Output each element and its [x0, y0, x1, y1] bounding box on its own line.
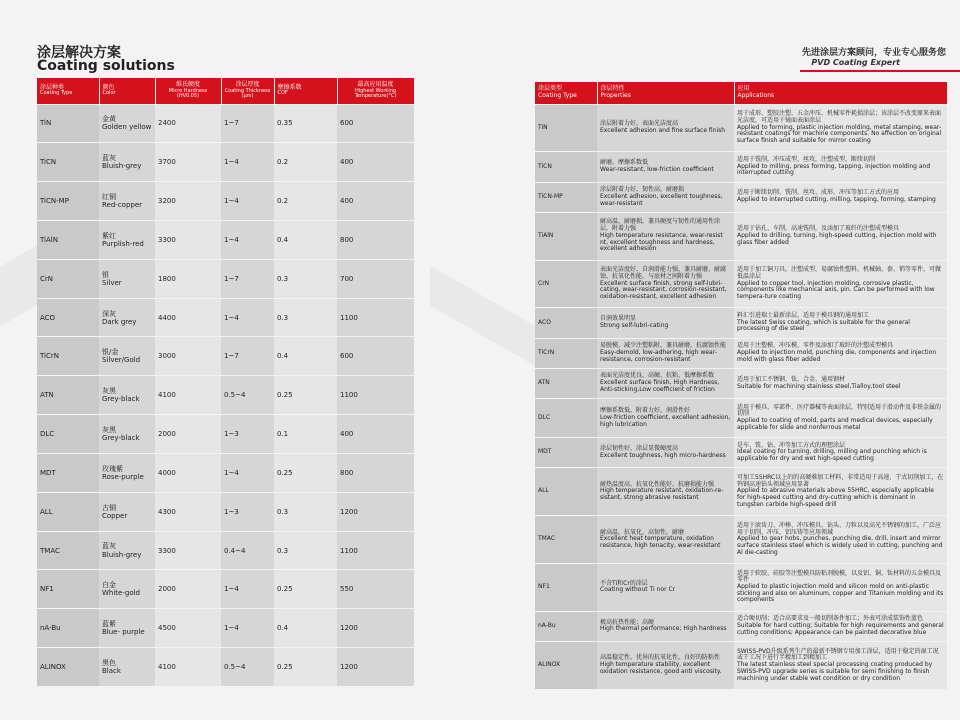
coating-properties: 耐高温、耐磨损，兼具硬度与韧性的通用性涂层，附着力强 High temperature resistance, wear-resist nt, excellent toughness and hardness, excellent adhesion [597, 212, 734, 260]
coating-properties: 耐高温，抗氧化，高韧性，耐磨 Excellent heat temperature, oxidation resistance, high tenacity, wear-resistant [597, 516, 734, 564]
left-title-cn: 涂层解决方案 [37, 45, 121, 61]
coating-cof: 0.35 [274, 104, 337, 143]
coating-properties: 表面光洁度优良，高硬、抗粘、低摩擦系数 Excellent surface finish, High Hardness, Anti-sticking,Low coefficient of friction [597, 368, 734, 398]
coating-applications: 适用于钻孔、车削，高速铣削，及添加了玻纤的注塑成型模具 Applied to drilling, turning, high-speed cutting, injection mold with glass fiber added [734, 212, 947, 260]
table-row [535, 438, 947, 468]
header-cell: 应用 Applications [734, 82, 947, 104]
coating-application-table [535, 82, 948, 690]
coating-type: DLC [37, 415, 99, 454]
coating-type: nA-Bu [37, 609, 99, 648]
header-cell: 涂层厚度 Coating Thickness (μm) [221, 78, 274, 104]
header-cell: 涂层特性 Properties [597, 82, 734, 104]
table-row [535, 564, 947, 612]
coating-applications: 适用于铣削，冲压成型，丝攻，注塑成型，断续切削 Applied to milling, press forming, tapping, injection molding and interrupted cutting [734, 152, 947, 182]
coating-thickness: 1~7 [221, 259, 274, 298]
table-row [535, 516, 947, 564]
coating-hardness: 4300 [155, 492, 221, 531]
coating-thickness: 1~4 [221, 220, 274, 259]
table-row [535, 611, 947, 641]
coating-thickness: 1~4 [221, 298, 274, 337]
table-row [535, 399, 947, 438]
coating-cof: 0.25 [274, 376, 337, 415]
coating-thickness: 1~4 [221, 182, 274, 221]
coating-hardness: 3300 [155, 220, 221, 259]
coating-type: CrN [535, 260, 597, 308]
table-row [535, 308, 947, 338]
coating-cof: 0.1 [274, 415, 337, 454]
coating-applications: 适用于软胶、硅胶等注塑模具防粘剂脱模，以及铝、铜、钛材料的五金模具及零件 Applied to plastic injection mold and silicon mold on anti-plastic sticking and also on aluminum, copper and Titanium molding and its components [734, 564, 947, 612]
coating-type: ACO [37, 298, 99, 337]
header-cell: 摩擦系数 COF [274, 78, 337, 104]
coating-temperature: 400 [337, 182, 414, 221]
coating-properties: 极高抗热性能；高硬 High thermal performance; High hardness [597, 611, 734, 641]
background-shape-right [430, 265, 550, 374]
coating-type: TiN [37, 104, 99, 143]
coating-type: MDT [37, 453, 99, 492]
coating-temperature: 600 [337, 104, 414, 143]
coating-hardness: 4500 [155, 609, 221, 648]
left-title-en: Coating solutions [37, 58, 175, 74]
coating-hardness: 4100 [155, 648, 221, 687]
coating-properties: 表面光洁度好、自润滑能力强，兼具耐磨、耐腐蚀、抗氧化性能，与底材之间附着力强 Excellent surface finish, strong self-lubri-cating, wear-resistant, corrosion-resistant, oxidation-resistant, excellent adhesion [597, 260, 734, 308]
coating-temperature: 1200 [337, 492, 414, 531]
coating-applications: 是车、铣、钻、冲等加工方式的理想涂层 Ideal coating for turning, drilling, milling and punching which is applicable for dry and wet high-speed cutting [734, 438, 947, 468]
coating-type: TiAlN [535, 212, 597, 260]
right-title-cn: 先进涂层方案顾问，专业专心服务您 [801, 48, 946, 58]
coating-temperature: 800 [337, 220, 414, 259]
coating-hardness: 2000 [155, 570, 221, 609]
table-row [37, 298, 414, 337]
table-row [37, 259, 414, 298]
table-row [535, 642, 947, 690]
coating-applications: 适用于加工铜刀具，注塑成型，易腐蚀性塑料，机械轴、套、销等零件，可做低温涂层 Applied to copper tool, injection molding, corrosive plastic, components like mechanical axis, pin. Can be performed with low tempera-ture coating [734, 260, 947, 308]
coating-spec-table [37, 78, 415, 687]
coating-hardness: 3300 [155, 531, 221, 570]
coating-color: 蓝灰 Bluish-grey [99, 143, 155, 182]
coating-color: 灰黑 Grey-black [99, 415, 155, 454]
coating-properties: 涂层韧性好，涂层显微硬度高 Excellent toughness, high micro-hardness [597, 438, 734, 468]
coating-type: ATN [37, 376, 99, 415]
coating-properties: 耐热温度高、抗氧化性能好、抗磨损能力强 High temperature resistant, oxidation-re-sistant, strong abrasive resistant [597, 468, 734, 516]
coating-applications: 适用于注塑模、冲压模、零件及添加了玻纤的注塑成型模具 Applied to injection mold, punching die, components and injection mold with glass fiber added [734, 338, 947, 368]
coating-thickness: 1~3 [221, 415, 274, 454]
coating-thickness: 1~7 [221, 104, 274, 143]
coating-temperature: 1100 [337, 298, 414, 337]
table-row [37, 104, 414, 143]
coating-temperature: 1100 [337, 376, 414, 415]
coating-thickness: 1~4 [221, 570, 274, 609]
coating-type: TiCN-MP [535, 182, 597, 212]
coating-properties: 涂层附着力好，表面光洁度高 Excellent adhesion and fine surface finish [597, 104, 734, 152]
coating-color: 灰黑 Grey-black [99, 376, 155, 415]
table-row [37, 570, 414, 609]
coating-type: NF1 [535, 564, 597, 612]
table-header-row [535, 82, 947, 104]
coating-properties: 摩擦系数低，附着力好，润滑性好 Low-friction coefficient, excellent adhesion, high lubrication [597, 399, 734, 438]
coating-applications: 适用于加工不锈钢、钛、合金、通用钢材 Suitable for machining stainless steel,Tialloy,tool steel [734, 368, 947, 398]
coating-color: 玫瑰紫 Rose-purple [99, 453, 155, 492]
table-row [37, 376, 414, 415]
coating-color: 银/金 Silver/Gold [99, 337, 155, 376]
coating-type: DLC [535, 399, 597, 438]
coating-cof: 0.4 [274, 337, 337, 376]
coating-color: 蓝紫 Blue- purple [99, 609, 155, 648]
coating-hardness: 4000 [155, 453, 221, 492]
table-row [37, 415, 414, 454]
coating-temperature: 800 [337, 453, 414, 492]
coating-cof: 0.4 [274, 220, 337, 259]
coating-type: TiCrN [37, 337, 99, 376]
coating-type: ALL [535, 468, 597, 516]
coating-cof: 0.3 [274, 492, 337, 531]
coating-hardness: 4100 [155, 376, 221, 415]
table-row [37, 143, 414, 182]
table-row [37, 609, 414, 648]
coating-type: ALL [37, 492, 99, 531]
coating-hardness: 1800 [155, 259, 221, 298]
table-row [535, 152, 947, 182]
coating-type: TMAC [37, 531, 99, 570]
right-header-rule [800, 70, 960, 72]
coating-temperature: 550 [337, 570, 414, 609]
coating-temperature: 1100 [337, 531, 414, 570]
coating-applications: 料汇引进瑞士最新涂层，适用于模具钢的通用加工 The latest Swiss coating, which is suitable for the general processing of die steel [734, 308, 947, 338]
coating-applications: 可加工55HRC以上的的高硬难加工材料，非常适用于高速、干式切削加工，在钨钢高速钻头领域应用显著 Applied to abrasive materials above 55HRC, especially applicable for high-speed cutting and dry-cutting which is dominant in tungsten carbide high-speed drill [734, 468, 947, 516]
coating-cof: 0.3 [274, 259, 337, 298]
table-row [37, 492, 414, 531]
coating-color: 蓝灰 Bluish-grey [99, 531, 155, 570]
coating-thickness: 1~7 [221, 337, 274, 376]
coating-color: 紫红 Purplish-red [99, 220, 155, 259]
table-row [535, 182, 947, 212]
header-cell: 涂层类型 Coating Type [535, 82, 597, 104]
coating-temperature: 400 [337, 143, 414, 182]
coating-color: 红铜 Red-copper [99, 182, 155, 221]
coating-thickness: 1~3 [221, 492, 274, 531]
coating-type: ATN [535, 368, 597, 398]
table-row [37, 337, 414, 376]
table-row [535, 368, 947, 398]
coating-applications: 适用于模具、零部件、医疗器械等表面涂层，特别适用于滑动件及非铁金属的切削 Applied to coating of mold, parts and medical devices, especially applicable for slide and nonferrous metal [734, 399, 947, 438]
coating-thickness: 1~4 [221, 143, 274, 182]
coating-cof: 0.2 [274, 182, 337, 221]
coating-thickness: 1~4 [221, 453, 274, 492]
coating-properties: 自润效果明显 Strong self-lubri-cating [597, 308, 734, 338]
coating-type: ALINOX [535, 642, 597, 690]
coating-properties: 耐磨，摩擦系数低 Wear-resistant, low-friction coefficient [597, 152, 734, 182]
header-cell: 最高应用温度 Highest Working Temperature(°C) [337, 78, 414, 104]
coating-temperature: 400 [337, 415, 414, 454]
coating-thickness: 0.5~4 [221, 648, 274, 687]
table-row [535, 468, 947, 516]
coating-temperature: 600 [337, 337, 414, 376]
coating-thickness: 0.5~4 [221, 376, 274, 415]
coating-properties: 涂层附着力好，韧性高，耐磨损 Excellent adhesion, excellent toughness, wear-resistant [597, 182, 734, 212]
coating-cof: 0.25 [274, 570, 337, 609]
coating-color: 白金 White-gold [99, 570, 155, 609]
coating-type: TiAlN [37, 220, 99, 259]
coating-applications: 适合硬切削；适合高要求及一般切削条件加工；外表可涂成装饰性蓝色 Suitable for hard cutting; Suitable for high requirements and general cutting conditions; Appearance can be painted decorative blue [734, 611, 947, 641]
coating-properties: 高温稳定性、优异的抗氧化性，良好的防粘性 High temperature stability, excellent oxidation resistance, good anti viscosity. [597, 642, 734, 690]
coating-type: ALINOX [37, 648, 99, 687]
coating-temperature: 1200 [337, 648, 414, 687]
coating-hardness: 3200 [155, 182, 221, 221]
coating-cof: 0.2 [274, 143, 337, 182]
coating-type: TiCN [37, 143, 99, 182]
coating-thickness: 0.4~4 [221, 531, 274, 570]
coating-hardness: 4400 [155, 298, 221, 337]
header-cell: 涂层种类 Coating Type [37, 78, 99, 104]
table-row [535, 212, 947, 260]
coating-type: TiCN-MP [37, 182, 99, 221]
coating-applications: 适用于断续切削、铣削、丝攻、成形、冲压等加工方式的应用 Applied to interrupted cutting, milling, tapping, forming, stamping [734, 182, 947, 212]
coating-properties: 易脱模，减少注塑粘附，兼具耐磨，抗腐蚀性能 Easy-demold, low-adhering, high wear-resistance, corrosion-resistant [597, 338, 734, 368]
table-row [37, 220, 414, 259]
coating-color: 黑色 Black [99, 648, 155, 687]
coating-type: TiN [535, 104, 597, 152]
coating-color: 古铜 Copper [99, 492, 155, 531]
coating-hardness: 2000 [155, 415, 221, 454]
coating-color: 金黄 Golden yellow [99, 104, 155, 143]
table-row [535, 338, 947, 368]
coating-cof: 0.4 [274, 609, 337, 648]
coating-color: 深灰 Dark grey [99, 298, 155, 337]
table-row [535, 104, 947, 152]
table-row [37, 531, 414, 570]
coating-cof: 0.3 [274, 531, 337, 570]
coating-type: MDT [535, 438, 597, 468]
coating-type: CrN [37, 259, 99, 298]
coating-type: TiCN [535, 152, 597, 182]
coating-cof: 0.25 [274, 648, 337, 687]
table-header-row [37, 78, 414, 104]
coating-hardness: 3000 [155, 337, 221, 376]
coating-temperature: 1200 [337, 609, 414, 648]
coating-type: nA-Bu [535, 611, 597, 641]
table-row [37, 453, 414, 492]
header-cell: 维氏硬度 Micro Hardness (HV0.05) [155, 78, 221, 104]
coating-thickness: 1~4 [221, 609, 274, 648]
coating-cof: 0.3 [274, 298, 337, 337]
coating-type: TiCrN [535, 338, 597, 368]
coating-color: 银 Silver [99, 259, 155, 298]
coating-cof: 0.25 [274, 453, 337, 492]
coating-properties: 不含Ti和Cr的涂层 Coating without Ti nor Cr [597, 564, 734, 612]
right-title-en: PVD Coating Expert [811, 58, 900, 67]
table-row [37, 182, 414, 221]
coating-applications: 用于成形、塑胶注塑、五金冲压、机械零件耗损涂层；该涂层不改变原来表面光洁度，可适用于镜面表面涂层 Applied to forming, plastic injection molding, metal stamping, wear-resistant coatings for machine components. No affection on original surface finish and suitable for mirror coating [734, 104, 947, 152]
coating-type: NF1 [37, 570, 99, 609]
coating-temperature: 700 [337, 259, 414, 298]
coating-type: TMAC [535, 516, 597, 564]
coating-hardness: 3700 [155, 143, 221, 182]
coating-type: ACO [535, 308, 597, 338]
coating-applications: 适用于滚齿刀、冲棒、冲压模具、钻头、刀粒以及高光不锈钢的加工，广泛应用于切削、冲压、铝压铸等应用领域 Applied to gear hobs, punches, punching die, drill, insert and mirror surface stainless steel which is widely used in cutting, punching and Al die-casting [734, 516, 947, 564]
coating-applications: SWISS-PVD升级系列生产的最新不锈钢专用加工涂层，适用于稳定的湿工况或干工况下进行半精加工到精加工 The latest stainless steel special processing coating produced by SWISS-PVD upgrade series is suitable for semi finishing to finish machining under stable wet condition or dry condition [734, 642, 947, 690]
table-row [37, 648, 414, 687]
header-cell: 颜色 Color [99, 78, 155, 104]
coating-hardness: 2400 [155, 104, 221, 143]
table-row [535, 260, 947, 308]
